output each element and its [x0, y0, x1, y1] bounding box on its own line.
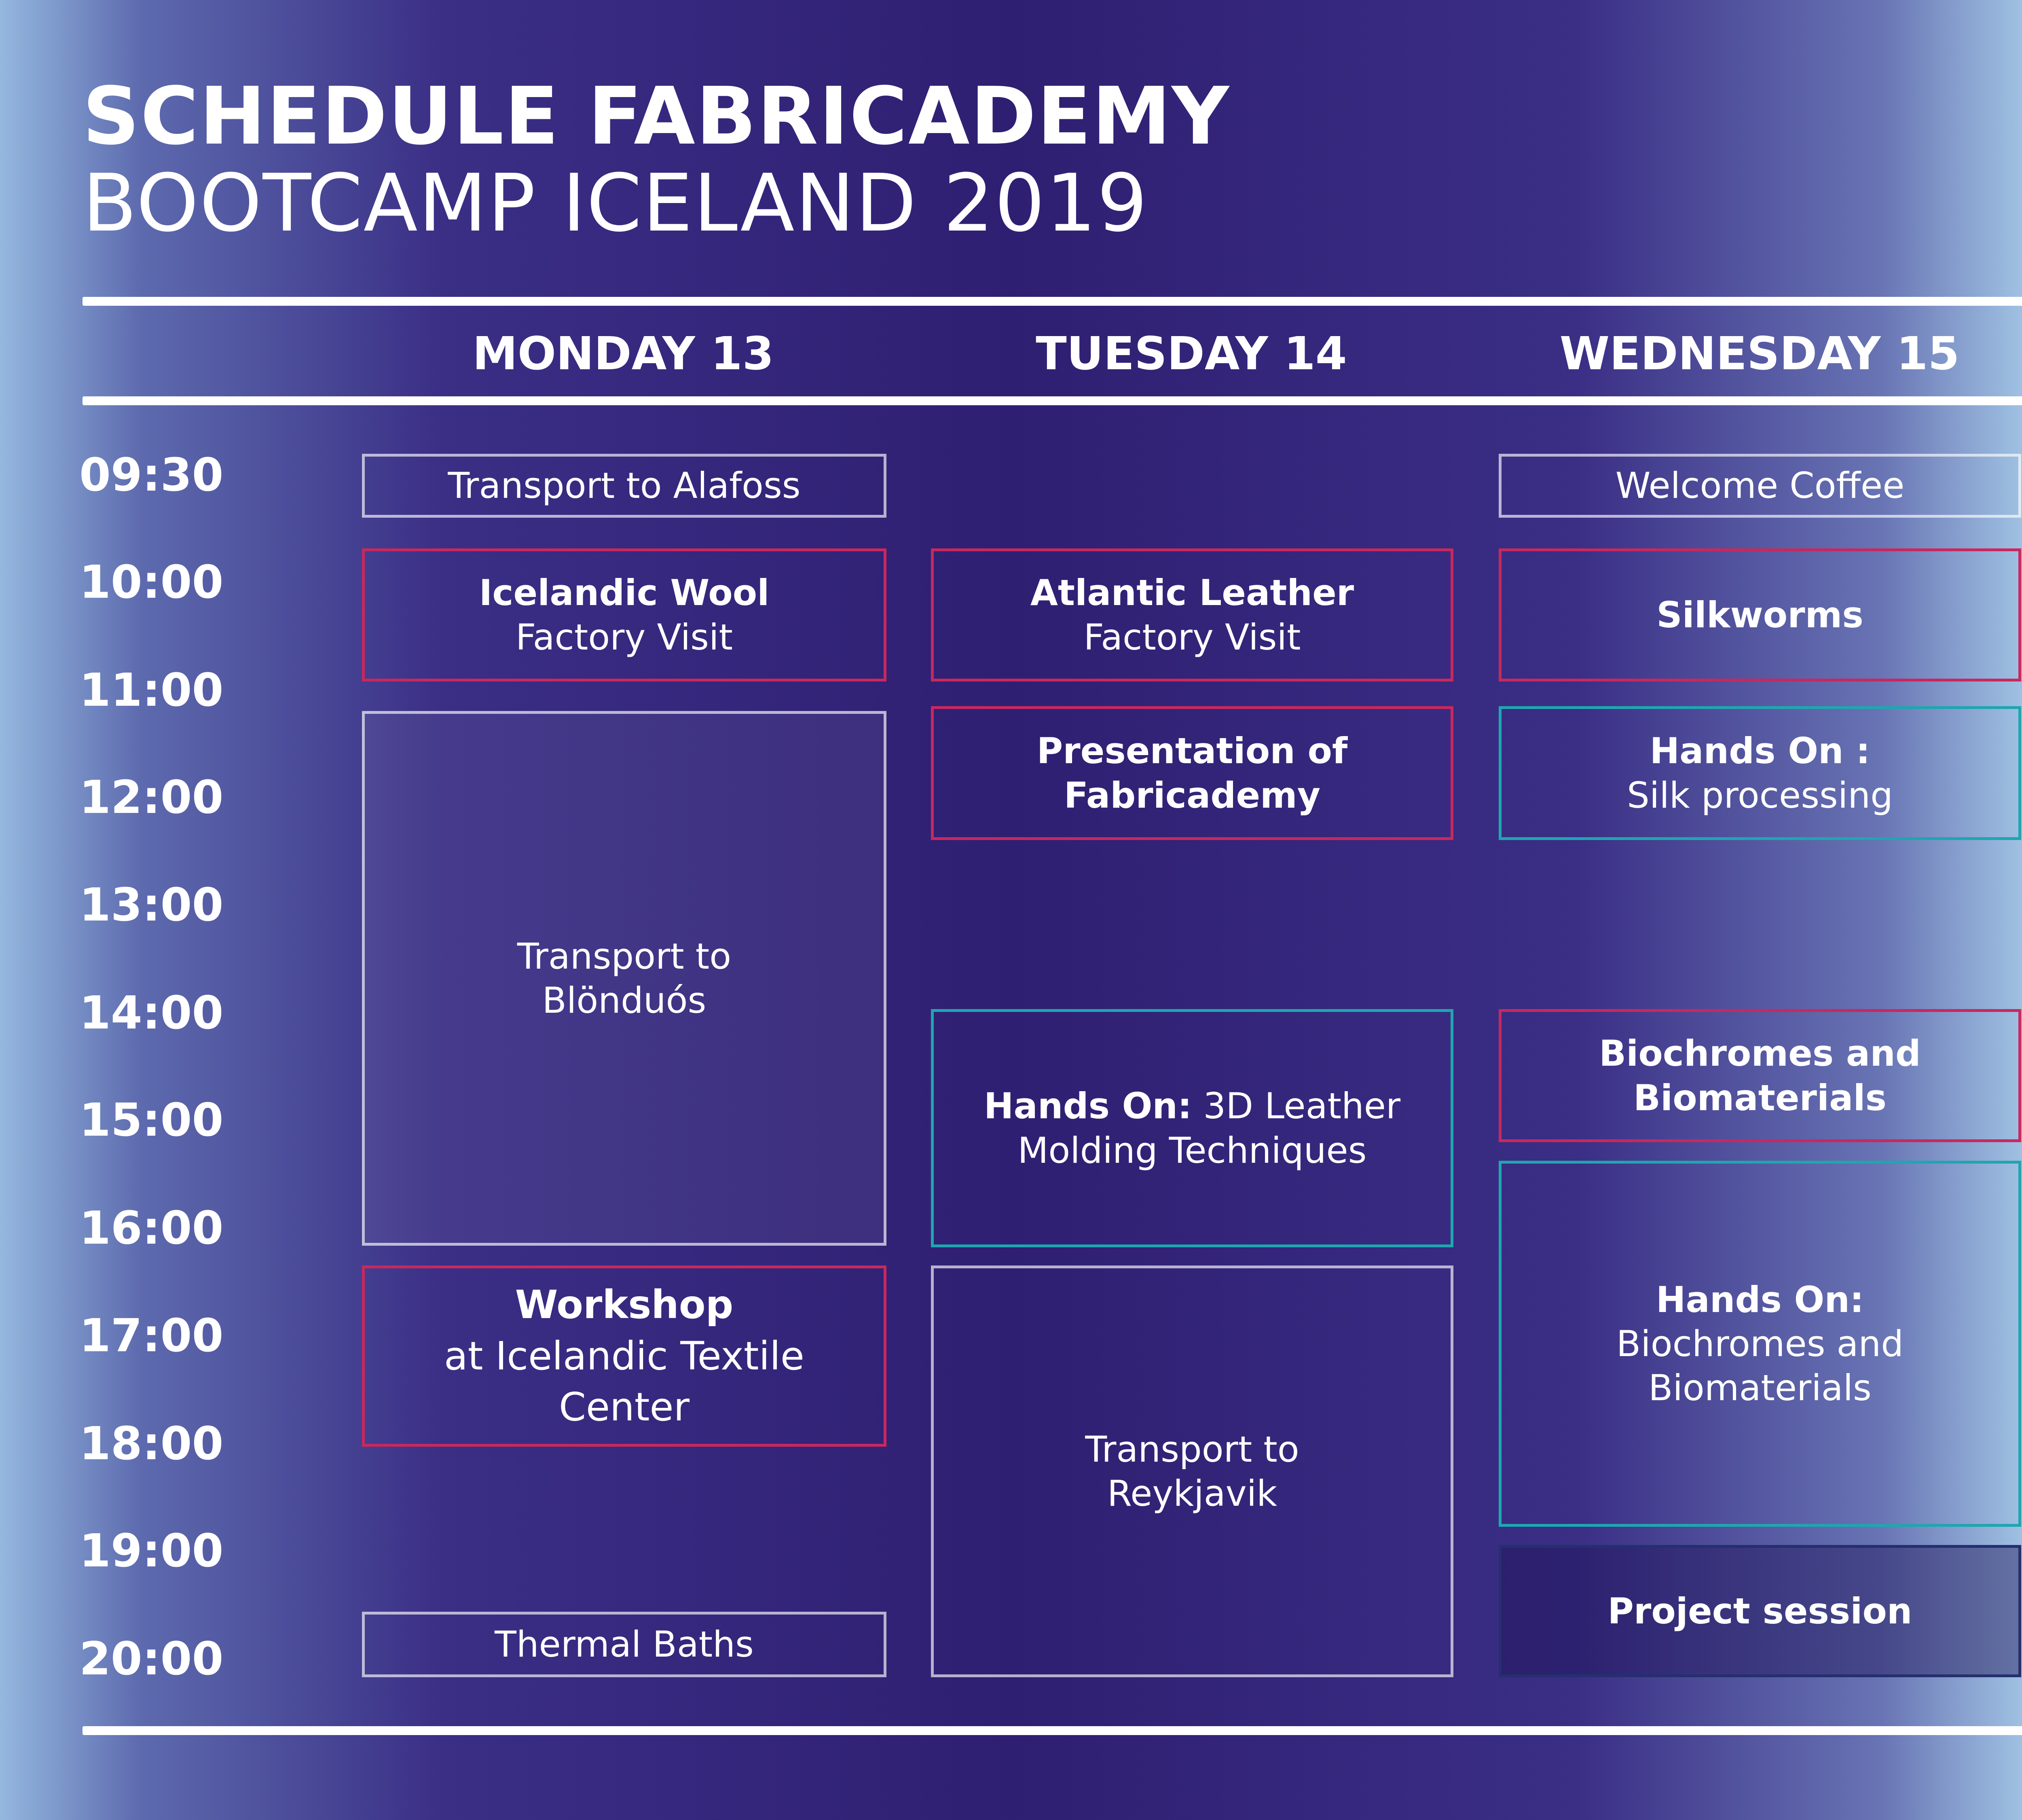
event-workshop-textile-center	[362, 1266, 886, 1447]
day-header-tuesday: TUESDAY 14	[1036, 328, 1347, 380]
header-top-rule	[82, 297, 2022, 306]
time-label: 20:00	[79, 1633, 224, 1685]
event-presentation-fabricademy	[931, 706, 1453, 840]
event-label: Reykjavik	[1107, 1473, 1277, 1514]
event-title: Icelandic Wool	[479, 572, 770, 614]
event-title: Hands On:	[1656, 1278, 1864, 1321]
event-subtitle: Molding Techniques	[1017, 1129, 1367, 1171]
event-silkworms	[1499, 548, 2021, 681]
event-label: Welcome Coffee	[1615, 465, 1905, 507]
event-project-session-wed	[1499, 1545, 2021, 1677]
event-thermal-baths	[362, 1612, 886, 1677]
event-label: Transport to Alafoss	[448, 465, 801, 507]
event-hands-on-biochromes	[1499, 1161, 2021, 1527]
event-label: Thermal Baths	[495, 1623, 754, 1666]
time-label: 12:00	[79, 771, 224, 824]
time-label: 16:00	[79, 1202, 224, 1255]
time-label: 10:00	[79, 556, 224, 609]
event-label: Transport to	[1085, 1428, 1299, 1470]
event-title: Biochromes and	[1599, 1033, 1921, 1075]
day-header-monday: MONDAY 13	[472, 328, 774, 380]
event-transport-blonduos	[362, 711, 886, 1246]
event-atlantic-leather	[931, 548, 1453, 681]
event-title: Hands On :	[1650, 730, 1870, 772]
event-subtitle: Center	[558, 1384, 690, 1430]
event-welcome-coffee-wed	[1499, 454, 2021, 518]
event-label: Blönduós	[542, 980, 706, 1021]
event-biochromes-biomaterials	[1499, 1009, 2021, 1142]
event-transport-alafoss	[362, 454, 886, 518]
event-line	[984, 1084, 1400, 1128]
event-title: Fabricademy	[1064, 774, 1321, 816]
event-title: Workshop	[515, 1282, 734, 1327]
time-label: 17:00	[79, 1310, 224, 1362]
event-title: Silkworms	[1656, 594, 1863, 636]
time-label: 11:00	[79, 664, 224, 717]
day-header-wednesday: WEDNESDAY 15	[1559, 328, 1960, 380]
event-subtitle: Factory Visit	[516, 616, 733, 658]
event-title: Atlantic Leather	[1030, 572, 1354, 614]
time-label: 18:00	[79, 1418, 224, 1470]
time-label: 14:00	[79, 987, 224, 1039]
time-label: 13:00	[79, 879, 224, 931]
event-subtitle: Silk processing	[1627, 774, 1893, 816]
schedule-title: SCHEDULE FABRICADEMY	[82, 70, 1230, 163]
event-title: Project session	[1607, 1590, 1912, 1632]
time-label: 09:30	[79, 449, 224, 502]
time-label: 15:00	[79, 1094, 224, 1147]
event-subtitle: at Icelandic Textile	[444, 1333, 804, 1379]
event-leather-molding	[931, 1009, 1453, 1247]
event-subtitle: Biomaterials	[1648, 1367, 1872, 1409]
event-title: Biomaterials	[1633, 1077, 1887, 1119]
time-label: 19:00	[79, 1525, 224, 1577]
footer-rule	[82, 1726, 2022, 1735]
event-subtitle: Biochromes and	[1616, 1323, 1904, 1365]
event-icelandic-wool	[362, 548, 886, 681]
event-label: Transport to	[517, 935, 732, 977]
event-subtitle: 3D Leather	[1203, 1085, 1401, 1127]
event-title: Presentation of	[1036, 730, 1348, 772]
header-bottom-rule	[82, 396, 2022, 405]
event-subtitle: Factory Visit	[1083, 616, 1301, 658]
event-transport-reykjavik	[931, 1266, 1453, 1677]
event-silk-processing	[1499, 706, 2021, 840]
event-title: Hands On:	[984, 1085, 1192, 1127]
schedule-subtitle: BOOTCAMP ICELAND 2019	[82, 157, 1148, 250]
